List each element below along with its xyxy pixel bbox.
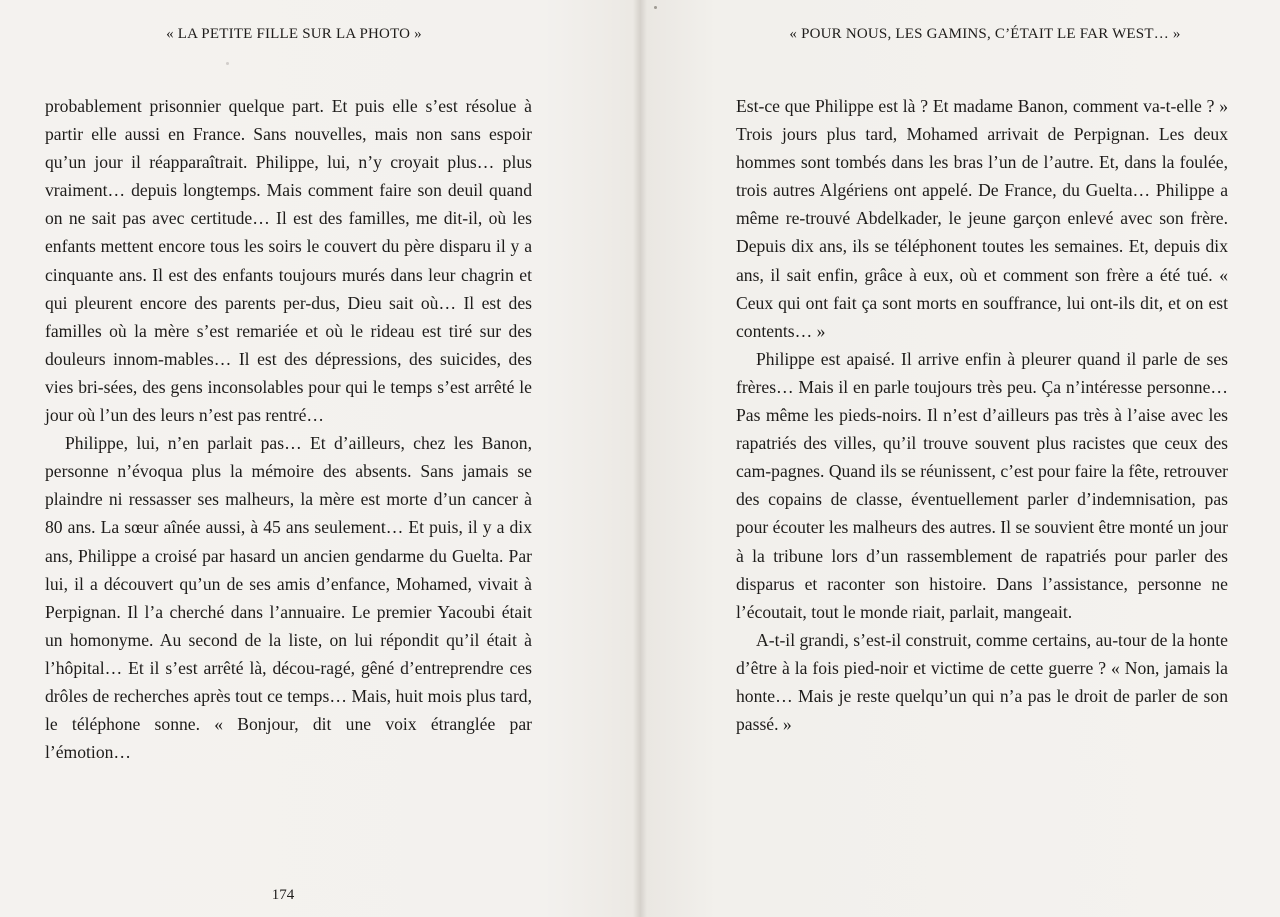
right-running-head: « POUR NOUS, LES GAMINS, C’ÉTAIT LE FAR WEST… » xyxy=(789,26,1181,42)
right-paragraph-3: A-t-il grandi, s’est-il construit, comme certains, au-tour de la honte d’être à la fois pied-noir et victime de cette guerre ? « Non, jamais la honte… Mais je reste quelqu’un qui n’a pas le droit de parler de son passé. » xyxy=(736,629,1228,735)
book-gutter-shadow xyxy=(633,0,647,917)
paper-speck xyxy=(226,62,229,65)
left-paragraph-2: Philippe, lui, n’en parlait pas… Et d’ailleurs, chez les Banon, personne n’évoqua plus la mémoire des absents. Sans jamais se plaindre ni ressasser ses malheurs, la mère est morte d’un cancer à 80 ans. La sœur aînée aussi, à 45 ans seulement… Et puis, il y a dix ans, Philippe a croisé par hasard un ancien gendarme du Guelta. Par lui, il a découvert qu’un de ses amis d’enfance, Mohamed, vivait à Perpignan. Il l’a cherché dans l’annuaire. Le premier Yacoubi était un homonyme. Au second de la liste, on lui répondit qu’il était à l’hôpital… Et il s’est arrêté là, décou-ragé, gêné d’entreprendre ces drôles de recherches après tout ce temps… Mais, huit mois plus tard, le téléphone sonne. « Bonjour, dit une voix étranglée par l’émotion… xyxy=(45,433,532,763)
right-paragraph-2: Philippe est apaisé. Il arrive enfin à pleurer quand il parle de ses frères… Mais il en parle toujours très peu. Ça n’intéresse personne… Pas même les pieds-noirs. Il n’est d’ailleurs pas très à l’aise avec les rapatriés des villes, qu’il trouve souvent plus racistes que ceux des cam-pagnes. Quand ils se réunissent, c’est pour faire la fête, retrouver des copains de classe, éventuellement parler d’indemnisation, pas pour écouter les malheurs des autres. Il se souvient être monté un jour à la tribune lors d’un rassemblement de rapatriés pour parler des disparus et raconter son histoire. Dans l’assistance, personne ne l’écoutait, tout le monde riait, parlait, mangeait. xyxy=(736,348,1228,622)
right-page xyxy=(640,0,1280,917)
left-paragraph-1: probablement prisonnier quelque part. Et puis elle s’est résolue à partir elle aussi en France. Sans nouvelles, mais non sans espoir qu’un jour il réapparaîtrait. Philippe, lui, n’y croyait plus… plus vraiment… depuis longtemps. Mais comment faire son deuil quand on ne sait pas avec certitude… Il est des familles, me dit-il, où les enfants mettent encore tous les soirs le couvert du père disparu il y a cinquante ans. Il est des enfants toujours murés dans leur chagrin et qui pleurent encore des parents per-dus, Dieu sait où… Il est des familles où la mère s’est remariée et où le rideau est tiré sur des douleurs innom-mables… Il est des dépressions, des suicides, des vies bri-sées, des gens inconsolables pour qui le temps s’est arrêté le jour où l’un des leurs n’est pas rentré… xyxy=(45,96,532,426)
left-text-block xyxy=(45,92,532,766)
right-paragraph-1: Est-ce que Philippe est là ? Et madame Banon, comment va-t-elle ? » Trois jours plus tard, Mohamed arrivait de Perpignan. Les deux hommes sont tombés dans les bras l’un de l’autre. Et, dans la foulée, trois autres Algériens ont appelé. De France, du Guelta… Philippe a même re-trouvé Abdelkader, le jeune garçon enlevé avec son frère. Depuis dix ans, ils se téléphonent toutes les semaines. Et, depuis dix ans, il sait enfin, grâce à eux, où et comment son frère a été tué. « Ceux qui ont fait ça sont morts en souffrance, lui ont-ils dit, et on est contents… » xyxy=(736,96,1228,341)
left-running-head: « LA PETITE FILLE SUR LA PHOTO » xyxy=(166,26,422,42)
page-number: 174 xyxy=(271,887,295,903)
paper-speck xyxy=(654,6,657,9)
right-text-block xyxy=(736,92,1228,738)
